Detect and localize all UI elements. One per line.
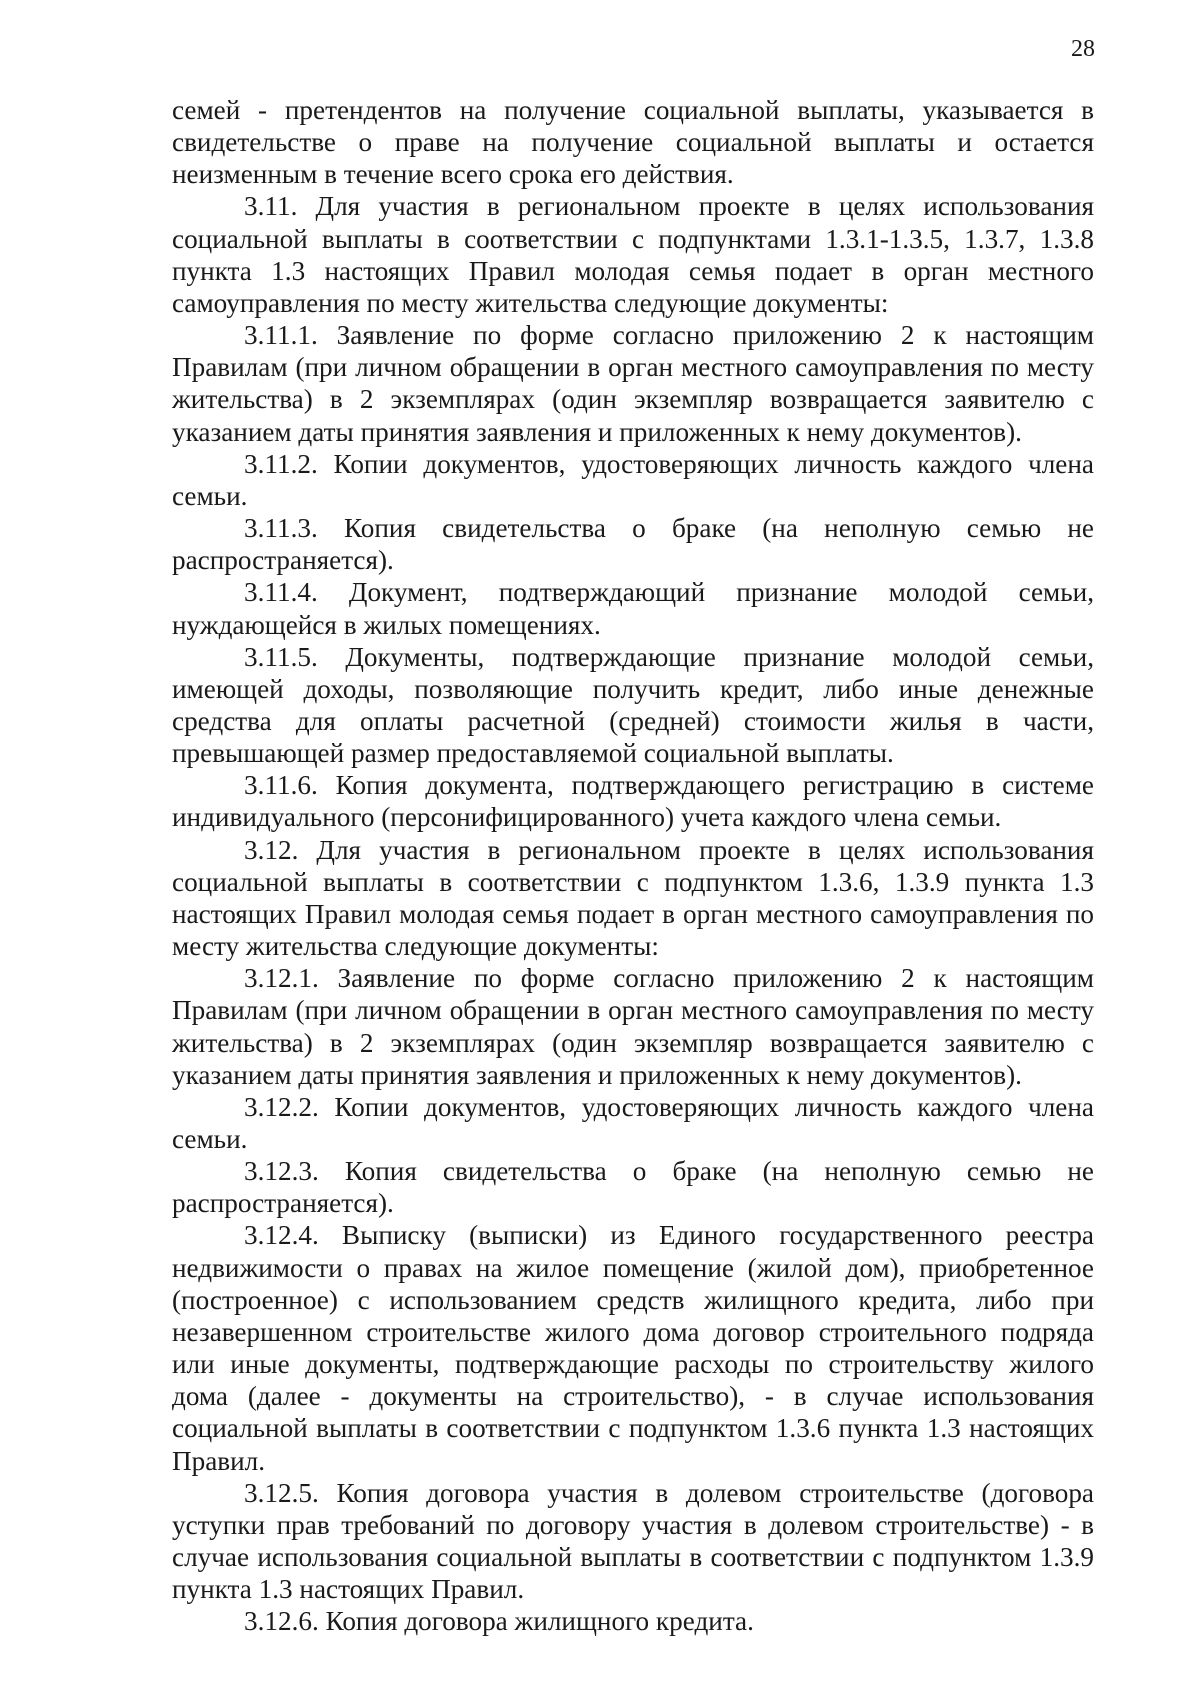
paragraph-3-11-1: 3.11.1. Заявление по форме согласно приложению 2 к настоящим Правилам (при личном обращении в орган местного самоуправления по месту жительства) в 2 экземплярах (один экземпляр возвращается заявителю с указанием даты принятия заявления и приложенных к нему документов). [172, 320, 1094, 447]
paragraph-3-12: 3.12. Для участия в региональном проекте в целях использования социальной выплаты в соответствии с подпунктом 1.3.6, 1.3.9 пункта 1.3 настоящих Правил молодая семья подает в орган местного самоуправления по месту жительства следующие документы: [172, 834, 1094, 962]
paragraph-3-12-5: 3.12.5. Копия договора участия в долевом строительстве (договора уступки прав требований по договору участия в долевом строительстве) - в случае использования социальной выплаты в соответствии с подпунктом 1.3.9 пункта 1.3 настоящих Правил. [172, 1477, 1094, 1605]
paragraph-3-12-6: 3.12.6. Копия договора жилищного кредита. [244, 1606, 754, 1637]
paragraph-3-11: 3.11. Для участия в региональном проекте в целях использования социальной выплаты в соответствии с подпунктами 1.3.1-1.3.5, 1.3.7, 1.3.8 пункта 1.3 настоящих Правил молодая семья подает в орган местного самоуправления по месту жительства следующие документы: [172, 191, 1094, 318]
paragraph-3-12-1: 3.12.1. Заявление по форме согласно приложению 2 к настоящим Правилам (при личном обращении в орган местного самоуправления по месту жительства) в 2 экземплярах (один экземпляр возвращается заявителю с указанием даты принятия заявления и приложенных к нему документов). [172, 963, 1094, 1090]
document-body [172, 94, 1094, 1638]
paragraph-3-11-6: 3.11.6. Копия документа, подтверждающего регистрацию в системе индивидуального (персонифицированного) учета каждого члена семьи. [172, 770, 1094, 833]
page-number: 28 [1071, 36, 1095, 62]
paragraph-3-12-3: 3.12.3. Копия свидетельства о браке (на неполную семью не распространяется). [172, 1156, 1094, 1219]
paragraph-3-12-4: 3.12.4. Выписку (выписки) из Единого государственного реестра недвижимости о правах на жилое помещение (жилой дом), приобретенное (построенное) с использованием средств жилищного кредита, либо при незавершенном строительстве жилого дома договор строительного подряда или иные документы, подтверждающие расходы по строительству жилого дома (далее - документы на строительство), - в случае использования социальной выплаты в соответствии с подпунктом 1.3.6 пункта 1.3 настоящих Правил. [172, 1220, 1094, 1476]
paragraph-3-11-5: 3.11.5. Документы, подтверждающие признание молодой семьи, имеющей доходы, позволяющие получить кредит, либо иные денежные средства для оплаты расчетной (средней) стоимости жилья в части, превышающей размер предоставляемой социальной выплаты. [172, 641, 1094, 769]
paragraph-3-11-2: 3.11.2. Копии документов, удостоверяющих личность каждого члена семьи. [172, 448, 1094, 511]
paragraph-3-11-4: 3.11.4. Документ, подтверждающий признание молодой семьи, нуждающейся в жилых помещениях. [172, 577, 1094, 640]
paragraph-3-11-3: 3.11.3. Копия свидетельства о браке (на неполную семью не распространяется). [172, 513, 1094, 576]
paragraph-continuation: семей - претендентов на получение социальной выплаты, указывается в свидетельстве о праве на получение социальной выплаты и остается неизменным в течение всего срока его действия. [172, 95, 1094, 190]
paragraph-3-12-2: 3.12.2. Копии документов, удостоверяющих личность каждого члена семьи. [172, 1091, 1094, 1154]
